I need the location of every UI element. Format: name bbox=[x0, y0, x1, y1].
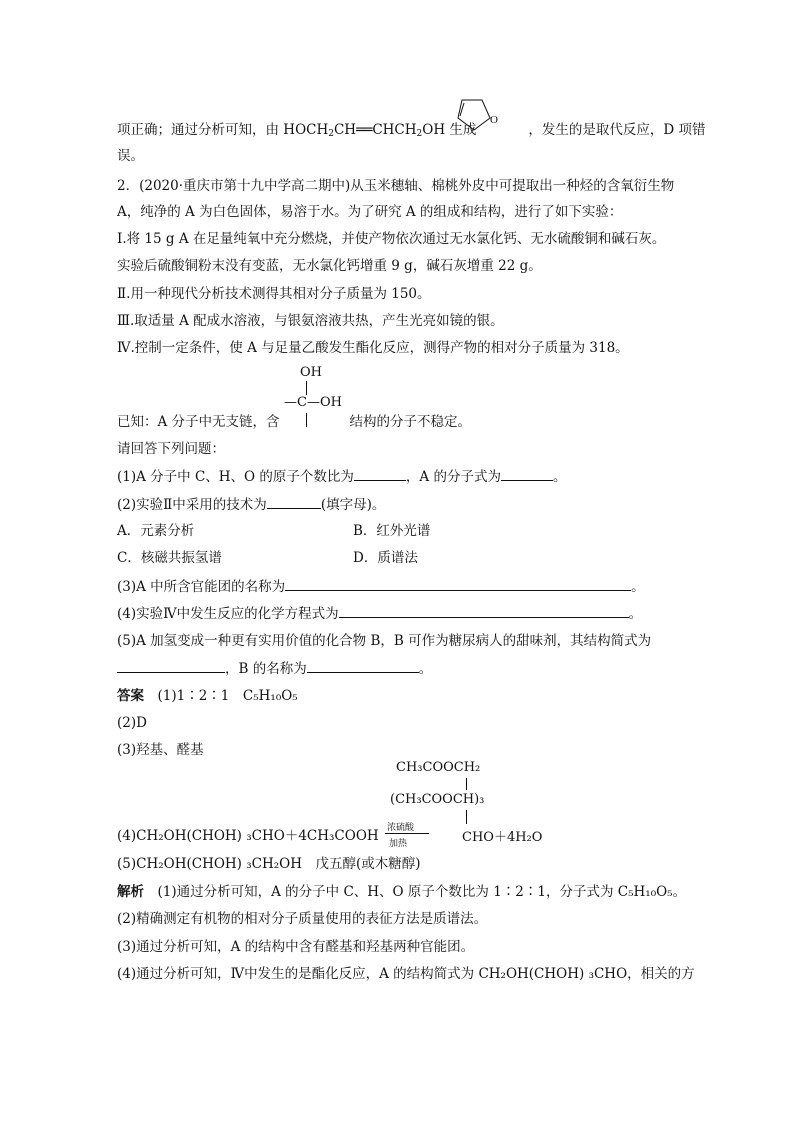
analysis-3: (3)通过分析可知，A 的结构中含有醛基和羟基两种官能团。 bbox=[117, 939, 475, 955]
analysis-4: (4)通过分析可知，Ⅳ中发生的是酯化反应，A 的结构简式为 CH₂OH(CHOH) ₃CHO，相关的方 bbox=[117, 966, 695, 982]
analysis-1: 解析 (1)通过分析可知，A 的分子中 C、H、O 原子个数比为 1∶2∶1，分子式为 C₅H₁₀O₅。 bbox=[117, 884, 687, 900]
ester-mid: (CH₃COOCH)₃ bbox=[390, 792, 485, 807]
option-c: C．核磁共振氢谱 bbox=[117, 550, 222, 566]
answer-4: (4)CH₂OH(CHOH) ₃CHO＋4CH₃COOH 浓硫酸 加热 bbox=[117, 826, 433, 846]
struct-c-oh: —C—OH bbox=[284, 395, 342, 410]
answer-5: (5)CH₂OH(CHOH) ₃CH₂OH 戊五醇(或木糖醇) bbox=[117, 856, 421, 872]
experiment-1b: 实验后硫酸铜粉末没有变蓝，无水氯化钙增重 9 g，碱石灰增重 22 g。 bbox=[117, 258, 542, 274]
problem-line-2: A，纯净的 A 为白色固体，易溶于水。为了研究 A 的组成和结构，进行了如下实验： bbox=[117, 204, 623, 220]
question-1: (1)A 分子中 C、H、O 的原子个数比为 ，A 的分子式为 。 bbox=[117, 466, 566, 487]
known-condition: 已知：A 分子中无支链，含 结构的分子不稳定。 bbox=[117, 414, 472, 430]
analysis-2: (2)精确测定有机物的相对分子质量使用的表征方法是质谱法。 bbox=[117, 911, 488, 927]
ester-top: CH₃COOCH₂ bbox=[396, 760, 481, 775]
experiment-2: Ⅱ.用一种现代分析技术测得其相对分子质量为 150。 bbox=[117, 286, 431, 302]
experiment-4: Ⅳ.控制一定条件，使 A 与足量乙酸发生酯化反应，测得产物的相对分子质量为 318。 bbox=[117, 340, 629, 356]
intro-line-1: 项正确；通过分析可知，由 $HOCH_2CH══CHCH_2OH$ 生成 ，发生的是取代反应，D 项错 bbox=[117, 122, 706, 139]
reaction-condition: 浓硫酸 加热 bbox=[383, 826, 433, 846]
question-5a: (5)A 加氢变成一种更有实用价值的化合物 B，B 可作为糖尿病人的甜味剂，其结构简式为 bbox=[117, 633, 652, 649]
answer-prompt: 请回答下列问题： bbox=[117, 441, 225, 457]
experiment-3: Ⅲ.取适量 A 配成水溶液，与银氨溶液共热，产生光亮如镜的银。 bbox=[117, 313, 504, 329]
option-d: D．质谱法 bbox=[353, 550, 418, 566]
question-4: (4)实验Ⅳ中发生反应的化学方程式为 。 bbox=[117, 603, 642, 624]
experiment-1a: Ⅰ.将 15 g A 在足量纯氧中充分燃烧，并使产物依次通过无水氯化钙、无水硫酸铜和碱石灰。 bbox=[117, 231, 666, 247]
intro-line-2: 误。 bbox=[117, 148, 144, 164]
answer-2: (2)D bbox=[117, 715, 147, 731]
answer-3: (3)羟基、醛基 bbox=[117, 742, 204, 758]
question-2: (2)实验Ⅱ中采用的技术为 (填字母)。 bbox=[117, 494, 385, 515]
struct-oh-top: OH bbox=[300, 365, 322, 380]
problem-title: 2．(2020·重庆市第十九中学高二期中)从玉米穗轴、棉桃外皮中可提取出一种烃的含氧衍生物 bbox=[117, 178, 675, 194]
option-b: B．红外光谱 bbox=[353, 523, 431, 539]
ester-bottom: CHO＋4H₂O bbox=[462, 830, 543, 845]
furan-oxygen-label: O bbox=[490, 114, 498, 126]
answer-1: 答案 (1)1∶2∶1 C₅H₁₀O₅ bbox=[117, 688, 298, 704]
question-5b: ，B 的名称为 。 bbox=[117, 658, 432, 679]
question-3: (3)A 中所含官能团的名称为 。 bbox=[117, 576, 645, 597]
option-a: A．元素分析 bbox=[117, 523, 195, 539]
